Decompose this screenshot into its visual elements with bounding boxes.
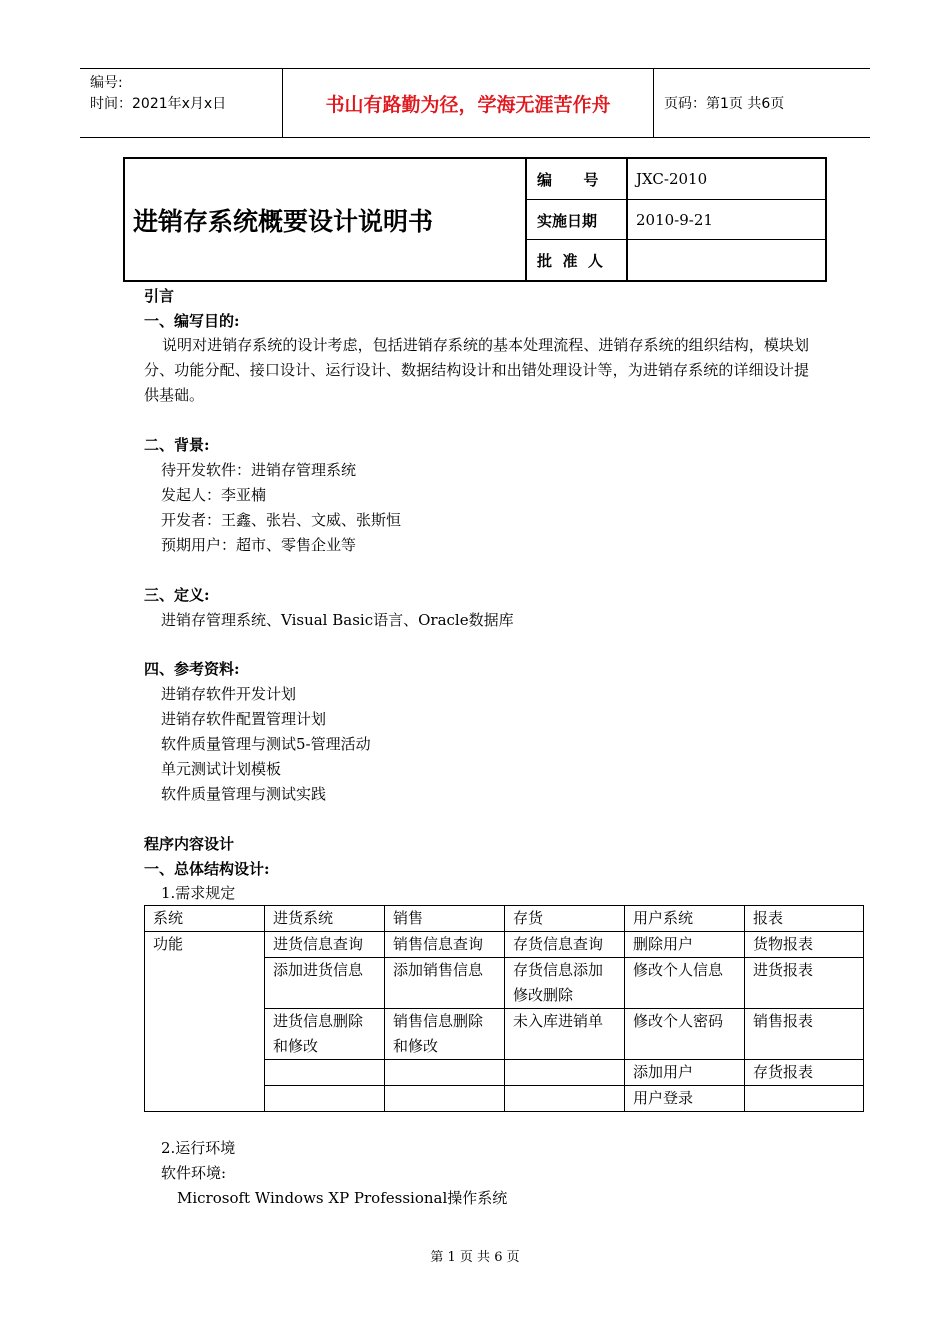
table-header-cell: 报表	[745, 906, 864, 932]
page-header	[80, 68, 870, 138]
table-cell	[265, 1060, 385, 1086]
software-env-label: 软件环境:	[161, 1164, 227, 1182]
table-cell	[745, 1086, 864, 1112]
table-cell	[505, 1060, 625, 1086]
number-value: JXC-2010	[636, 170, 708, 188]
number-label: 编 号	[537, 170, 599, 189]
doc-time-label: 时间：2021年x月x日	[90, 96, 227, 112]
table-cell: 存货报表	[745, 1060, 864, 1086]
table-header-cell: 系统	[145, 906, 265, 932]
table-divider	[626, 159, 628, 280]
table-cell: 用户登录	[625, 1086, 745, 1112]
reference-item: 软件质量管理与测试实践	[161, 785, 327, 803]
table-cell: 货物报表	[745, 932, 864, 958]
section-structure-heading: 一、总体结构设计:	[144, 860, 270, 878]
background-line: 开发者：王鑫、张岩、文威、张斯恒	[161, 511, 402, 529]
table-header-cell: 销售	[385, 906, 505, 932]
table-cell: 销售信息删除和修改	[385, 1009, 505, 1060]
date-value: 2010-9-21	[636, 211, 713, 229]
table-cell: 修改个人密码	[625, 1009, 745, 1060]
table-header-row	[145, 906, 864, 932]
design-heading: 程序内容设计	[144, 835, 235, 853]
reference-item: 进销存软件配置管理计划	[161, 710, 327, 728]
table-cell: 添加销售信息	[385, 958, 505, 1009]
header-page-info: 页码：第1页 共6页	[664, 96, 785, 112]
table-cell: 销售报表	[745, 1009, 864, 1060]
table-cell: 存货信息查询	[505, 932, 625, 958]
table-cell: 存货信息添加修改删除	[505, 958, 625, 1009]
table-row	[145, 932, 864, 958]
table-cell: 进货信息删除和修改	[265, 1009, 385, 1060]
header-divider	[653, 69, 654, 137]
table-cell	[385, 1086, 505, 1112]
table-cell: 添加进货信息	[265, 958, 385, 1009]
table-cell	[385, 1060, 505, 1086]
background-line: 待开发软件：进销存管理系统	[161, 461, 357, 479]
table-cell: 销售信息查询	[385, 932, 505, 958]
header-meta	[90, 73, 280, 115]
table-cell	[505, 1086, 625, 1112]
section-definition-heading: 三、定义:	[144, 586, 210, 604]
doc-number-label: 编号:	[90, 75, 123, 91]
requirements-title: 1.需求规定	[161, 884, 236, 902]
reference-item: 进销存软件开发计划	[161, 685, 297, 703]
reference-item: 软件质量管理与测试5-管理活动	[161, 735, 371, 753]
page-footer: 第 1 页 共 6 页	[430, 1250, 520, 1265]
approver-label: 批 准 人	[537, 251, 603, 270]
table-cell: 删除用户	[625, 932, 745, 958]
table-header-cell: 存货	[505, 906, 625, 932]
title-table	[123, 157, 827, 282]
table-cell: 未入库进销单	[505, 1009, 625, 1060]
section-references-heading: 四、参考资料:	[144, 660, 240, 678]
table-cell: 添加用户	[625, 1060, 745, 1086]
definition-text: 进销存管理系统、Visual Basic语言、Oracle数据库	[161, 611, 514, 629]
environment-title: 2.运行环境	[161, 1139, 236, 1157]
os-requirement: Microsoft Windows XP Professional操作系统	[177, 1189, 508, 1207]
section-background-heading: 二、背景:	[144, 436, 210, 454]
section-purpose-heading: 一、编写目的:	[144, 312, 240, 330]
background-line: 预期用户：超市、零售企业等	[161, 536, 357, 554]
reference-item: 单元测试计划模板	[161, 760, 282, 778]
intro-heading: 引言	[144, 287, 175, 305]
table-cell: 修改个人信息	[625, 958, 745, 1009]
requirements-table	[144, 905, 864, 1112]
background-line: 发起人：李亚楠	[161, 486, 267, 504]
table-divider	[525, 159, 527, 280]
table-header-cell: 用户系统	[625, 906, 745, 932]
document-title: 进销存系统概要设计说明书	[133, 206, 434, 236]
purpose-paragraph: 说明对进销存系统的设计考虑，包括进销存系统的基本处理流程、进销存系统的组织结构，模块划分、功能分配、接口设计、运行设计、数据结构设计和出错处理设计等，为进销存系统的详细设计提供基础。	[144, 336, 809, 404]
table-cell	[265, 1086, 385, 1112]
table-header-cell: 进货系统	[265, 906, 385, 932]
function-label-cell: 功能	[145, 932, 265, 1112]
date-label: 实施日期	[537, 211, 598, 230]
table-cell: 进货信息查询	[265, 932, 385, 958]
table-cell: 进货报表	[745, 958, 864, 1009]
header-motto: 书山有路勤为径，学海无涯苦作舟	[325, 93, 611, 116]
